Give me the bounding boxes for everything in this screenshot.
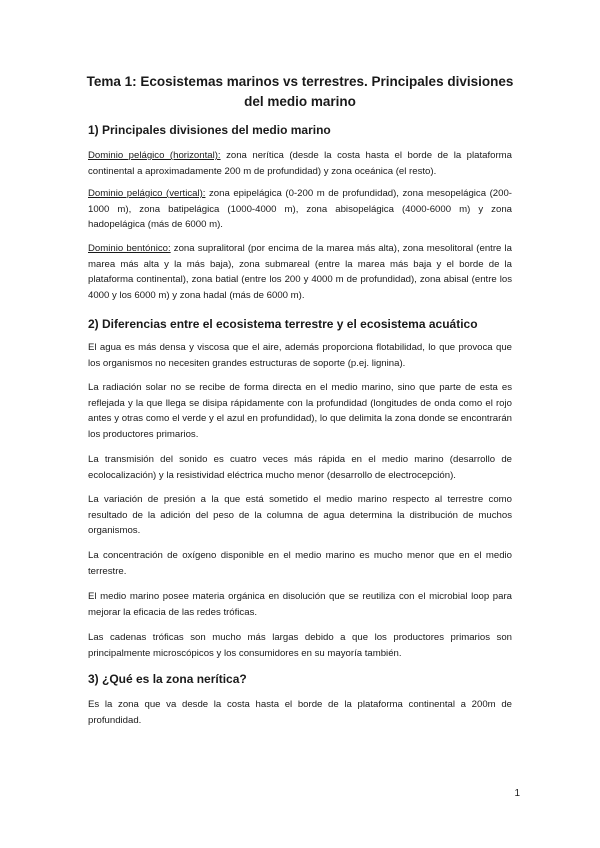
term-label: Dominio pelágico (horizontal):: [88, 150, 221, 161]
paragraph-cadenas-troficas: Las cadenas tróficas son mucho más largas debido a que los productores primarios son principalmente microscópicos y los consumidores en su mayoría también.: [88, 632, 512, 659]
paragraph-text: zona epipelágica (0-200 m de profundidad), zona mesopelágica (200-1000 m), zona batipelágica (1000-4000 m), zona abisopelágica (4000-6000 m) y zona hadopelágica (más de 6000 m).: [88, 188, 512, 230]
paragraph-dominio-bentonico: [88, 241, 512, 303]
paragraph-text: zona nerítica (desde la costa hasta el borde de la plataforma continental a aproximadamente 200 m de profundidad) y zona oceánica (el resto).: [88, 150, 512, 177]
document-title: Tema 1: Ecosistemas marinos vs terrestres. Principales divisiones del medio marino: [86, 74, 514, 109]
paragraph-dominio-pelagico-horizontal: [88, 148, 512, 179]
paragraph-dominio-pelagico-vertical: [88, 186, 512, 233]
paragraph-sonido: La transmisión del sonido es cuatro veces más rápida en el medio marino (desarrollo de ecolocalización) y la resistividad eléctrica mucho menor (desarrollo de electrocepción).: [88, 454, 512, 481]
term-label: Dominio bentónico:: [88, 243, 171, 254]
paragraph-densidad: El agua es más densa y viscosa que el aire, además proporciona flotabilidad, lo que provoca que los organismos no necesiten grandes estructuras de soporte (p.ej. lignina).: [88, 342, 512, 369]
paragraph-radiacion: La radiación solar no se recibe de forma directa en el medio marino, sino que parte de esta es reflejada y la que llega se disipa rápidamente con la profundidad (longitudes de onda como el rojo antes y otras como el verde y el azul en profundidad), lo que delimita la zona donde se encontrarán los productores primarios.: [88, 382, 512, 440]
paragraph-presion: La variación de presión a la que está sometido el medio marino respecto al terrestre como resultado de la adición del peso de la columna de agua determina la distribución de muchos organismos.: [88, 494, 512, 536]
section-3-heading: 3) ¿Qué es la zona nerítica?: [88, 672, 247, 686]
section-1-heading: 1) Principales divisiones del medio marino: [88, 123, 331, 137]
paragraph-text: zona supralitoral (por encima de la marea más alta), zona mesolitoral (entre la marea más alta y la más baja), zona submareal (entre la marea más baja y el borde de la plataforma continental), zona batial (entre los 200 y 4000 m de profundidad), zona abisal (entre los 4000 y los 6000 m) y zona hadal (más de 6000 m).: [88, 243, 512, 301]
paragraph-oxigeno: La concentración de oxígeno disponible en el medio marino es mucho menor que en el medio terrestre.: [88, 550, 512, 577]
paragraph-materia-organica: El medio marino posee materia orgánica en disolución que se reutiliza con el microbial loop para mejorar la eficacia de las redes tróficas.: [88, 591, 512, 618]
term-label: Dominio pelágico (vertical):: [88, 188, 206, 199]
page-number: 1: [514, 788, 520, 799]
paragraph-zona-neritica: Es la zona que va desde la costa hasta el borde de la plataforma continental a 200m de profundidad.: [88, 699, 512, 726]
section-2-heading: 2) Diferencias entre el ecosistema terrestre y el ecosistema acuático: [88, 317, 478, 331]
